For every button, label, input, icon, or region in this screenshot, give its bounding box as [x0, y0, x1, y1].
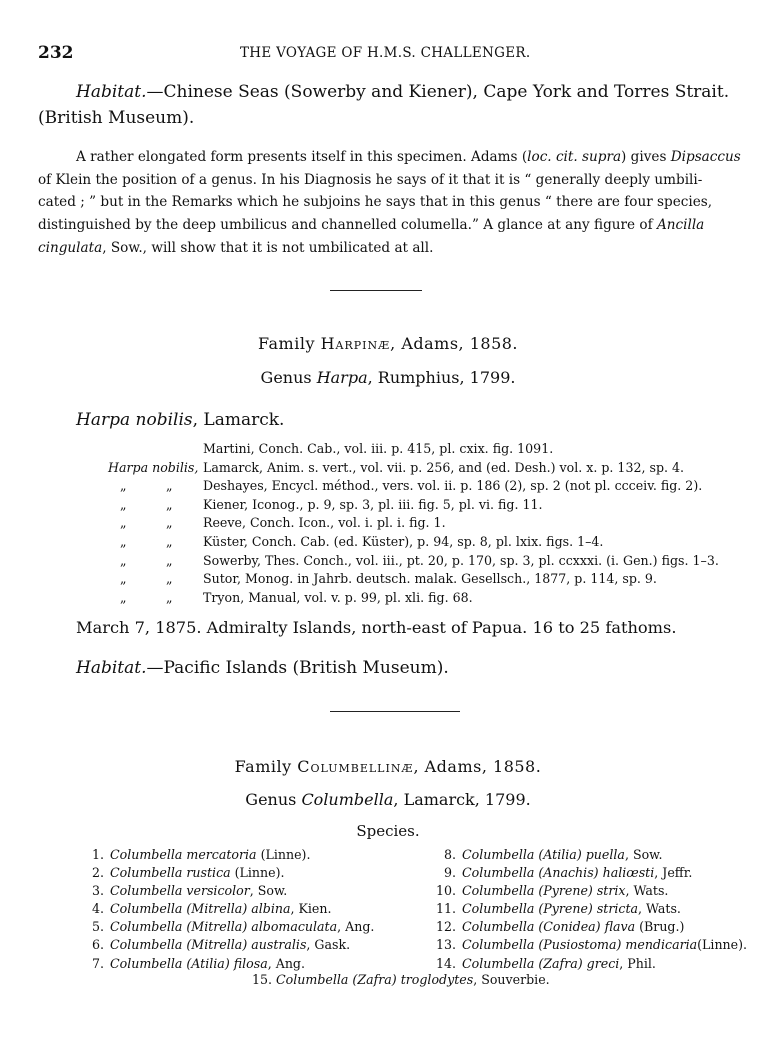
- family-suffix: , Adams, 1858.: [390, 334, 519, 353]
- species-author: , Gask.: [306, 937, 351, 953]
- species-number: 1.: [91, 847, 104, 862]
- family-name: Harpinæ: [320, 334, 391, 353]
- ditto-mark: „: [120, 552, 127, 568]
- habitat-label: Habitat.: [76, 82, 147, 102]
- synonymy-text: Küster, Conch. Cab. (ed. Küster), p. 94, sp. 8, pl. lxix. figs. 1–4.: [203, 533, 604, 549]
- synonymy-row: [0, 459, 776, 478]
- species-name: Columbella (Zafra) greci: [462, 955, 620, 971]
- para-text: , Sow., will show that it is not umbilicated at all.: [102, 239, 434, 256]
- species-name: Columbella (Mitrella) australis: [110, 937, 307, 953]
- ditto-mark: „: [166, 589, 173, 605]
- synonymy-text: Tryon, Manual, vol. v. p. 99, pl. xli. fig. 68.: [203, 589, 473, 605]
- species-number: 12.: [435, 919, 456, 935]
- divider: [330, 711, 460, 712]
- species-list-heading: Species.: [356, 822, 420, 840]
- species-number: 3.: [91, 883, 104, 899]
- para-italic: Ancilla: [656, 217, 705, 234]
- species-name: Harpa nobilis: [76, 410, 193, 430]
- genus-prefix: Genus: [245, 790, 302, 809]
- habitat-line: [76, 82, 729, 102]
- species-name: Columbella mercatoria: [110, 847, 257, 862]
- ditto-mark: „: [166, 515, 173, 531]
- habitat-label: Habitat.: [76, 658, 147, 678]
- species-number: 10.: [435, 883, 456, 899]
- synonymy-row: [0, 533, 776, 552]
- synonymy-list: [0, 440, 776, 607]
- synonymy-row: [0, 552, 776, 571]
- species-heading: [76, 410, 284, 430]
- ditto-mark: „: [120, 589, 127, 605]
- para-italic: Dipsaccus: [670, 149, 741, 165]
- species-author: , Lamarck.: [192, 410, 285, 430]
- species-number: 4.: [91, 901, 104, 917]
- species-number: 6.: [91, 937, 104, 953]
- synonymy-left: Harpa nobilis,: [108, 459, 199, 475]
- species-author: , Jeffr.: [654, 865, 693, 881]
- species-number: 9.: [443, 865, 456, 881]
- synonymy-text: Sowerby, Thes. Conch., vol. iii., pt. 20, p. 170, sp. 3, pl. ccxxxi. (i. Gen.) figs. 1–3.: [203, 552, 719, 568]
- synonymy-row: [0, 589, 776, 608]
- ditto-mark: „: [166, 533, 173, 549]
- species-name: Columbella (Conidea) flava: [462, 919, 636, 935]
- species-number: 11.: [435, 901, 456, 917]
- genus-suffix: , Lamarck, 1799.: [393, 790, 531, 809]
- synonymy-row: [0, 440, 776, 459]
- species-number: 14.: [435, 955, 456, 971]
- species-name: Columbella versicolor: [110, 883, 250, 899]
- synonymy-row: [0, 496, 776, 515]
- habitat-text: —Pacific Islands (British Museum).: [146, 658, 449, 678]
- family-heading: [0, 334, 776, 353]
- habitat-line: [76, 658, 449, 678]
- species-name: Columbella (Atilia) filosa: [110, 955, 268, 971]
- species-name: Columbella (Atilia) puella: [462, 847, 625, 862]
- species-number: 7.: [91, 955, 104, 971]
- synonymy-text: Deshayes, Encycl. méthod., vers. vol. ii. p. 186 (2), sp. 2 (not pl. ccceiv. fig. 2).: [203, 478, 703, 494]
- species-name: Columbella (Mitrella) albina: [110, 901, 291, 917]
- ditto-mark: „: [166, 496, 173, 512]
- para-text: A rather elongated form presents itself in this specimen. Adams (: [76, 149, 528, 165]
- para-text: of Klein the position of a genus. In his Diagnosis he says of it that it is “ generally deeply umbili-: [38, 171, 703, 188]
- species-author: (Linne).: [256, 847, 311, 862]
- species-name: Columbella (Zafra) troglodytes: [276, 972, 474, 987]
- species-name: Columbella (Pusiostoma) mendicaria: [462, 937, 698, 953]
- synonymy-text: Martini, Conch. Cab., vol. iii. p. 415, pl. cxix. fig. 1091.: [203, 441, 554, 456]
- species-author: , Sow.: [624, 847, 663, 862]
- ditto-mark: „: [120, 533, 127, 549]
- species-name: Columbella rustica: [110, 865, 231, 881]
- genus-name: Columbella: [301, 790, 394, 809]
- species-number: 8.: [443, 847, 456, 862]
- ditto-mark: „: [166, 571, 173, 587]
- paragraph: [38, 146, 750, 260]
- species-author: , Phil.: [619, 955, 656, 971]
- species-author: (Linne).: [697, 937, 748, 953]
- para-text: distinguished by the deep umbilicus and channelled columella.” A glance at any figure of: [38, 217, 657, 234]
- genus-name: Harpa: [316, 368, 368, 387]
- species-author: , Ang.: [267, 955, 305, 971]
- species-author: , Ang.: [337, 919, 375, 935]
- synonymy-text: Kiener, Iconog., p. 9, sp. 3, pl. iii. fig. 5, pl. vi. fig. 11.: [203, 496, 543, 512]
- habitat-text: —Chinese Seas (Sowerby and Kiener), Cape York and Torres Strait.: [146, 82, 730, 102]
- para-italic: cingulata: [38, 239, 103, 256]
- species-author: (Brug.): [635, 919, 685, 935]
- ditto-mark: „: [120, 496, 127, 512]
- species-author: (Linne).: [230, 865, 285, 881]
- genus-suffix: , Rumphius, 1799.: [367, 368, 516, 387]
- divider: [330, 290, 422, 291]
- genus-prefix: Genus: [260, 368, 317, 387]
- ditto-mark: „: [120, 515, 127, 531]
- species-item: [252, 972, 550, 987]
- species-author: , Wats.: [625, 883, 669, 899]
- synonymy-text: Lamarck, Anim. s. vert., vol. vii. p. 256, and (ed. Desh.) vol. x. p. 132, sp. 4.: [203, 459, 685, 475]
- species-number: 15.: [252, 972, 273, 987]
- synonymy-row: [0, 477, 776, 496]
- ditto-mark: „: [120, 478, 127, 494]
- synonymy-text: Sutor, Monog. in Jahrb. deutsch. malak. Gesellsch., 1877, p. 114, sp. 9.: [203, 571, 657, 587]
- family-prefix: Family: [234, 757, 298, 776]
- ditto-mark: „: [166, 552, 173, 568]
- family-suffix: , Adams, 1858.: [413, 757, 542, 776]
- species-author: , Kien.: [290, 901, 332, 917]
- genus-heading: [0, 368, 776, 387]
- synonymy-row: [0, 570, 776, 589]
- para-text: cated ; ” but in the Remarks which he subjoins he says that in this genus “ there are four species,: [38, 194, 713, 211]
- species-author: , Wats.: [638, 901, 681, 917]
- station-line: March 7, 1875. Admiralty Islands, north-east of Papua. 16 to 25 fathoms.: [76, 618, 677, 637]
- page-number: 232: [38, 43, 74, 63]
- para-text: ) gives: [621, 149, 671, 165]
- species-author: , Souverbie.: [473, 972, 550, 987]
- ditto-mark: „: [166, 478, 173, 494]
- family-name: Columbellinæ: [297, 757, 414, 776]
- synonymy-text: Reeve, Conch. Icon., vol. i. pl. i. fig. 1.: [203, 515, 446, 531]
- species-name: Columbella (Pyrene) stricta: [462, 901, 639, 917]
- species-author: , Sow.: [249, 883, 288, 899]
- species-name: Columbella (Mitrella) albomaculata: [110, 919, 338, 935]
- para-italic: loc. cit. supra: [527, 149, 622, 165]
- species-number: 5.: [91, 919, 104, 935]
- species-number: 13.: [435, 937, 456, 953]
- species-name: Columbella (Anachis) haliœsti: [462, 865, 655, 881]
- species-name: Columbella (Pyrene) strix: [462, 883, 626, 899]
- running-title: THE VOYAGE OF H.M.S. CHALLENGER.: [240, 45, 531, 61]
- habitat-line-2: (British Museum).: [38, 108, 195, 128]
- synonymy-row: [0, 514, 776, 533]
- family-heading: [0, 757, 776, 776]
- family-prefix: Family: [257, 334, 321, 353]
- species-number: 2.: [91, 865, 104, 881]
- genus-heading: [0, 790, 776, 809]
- ditto-mark: „: [120, 571, 127, 587]
